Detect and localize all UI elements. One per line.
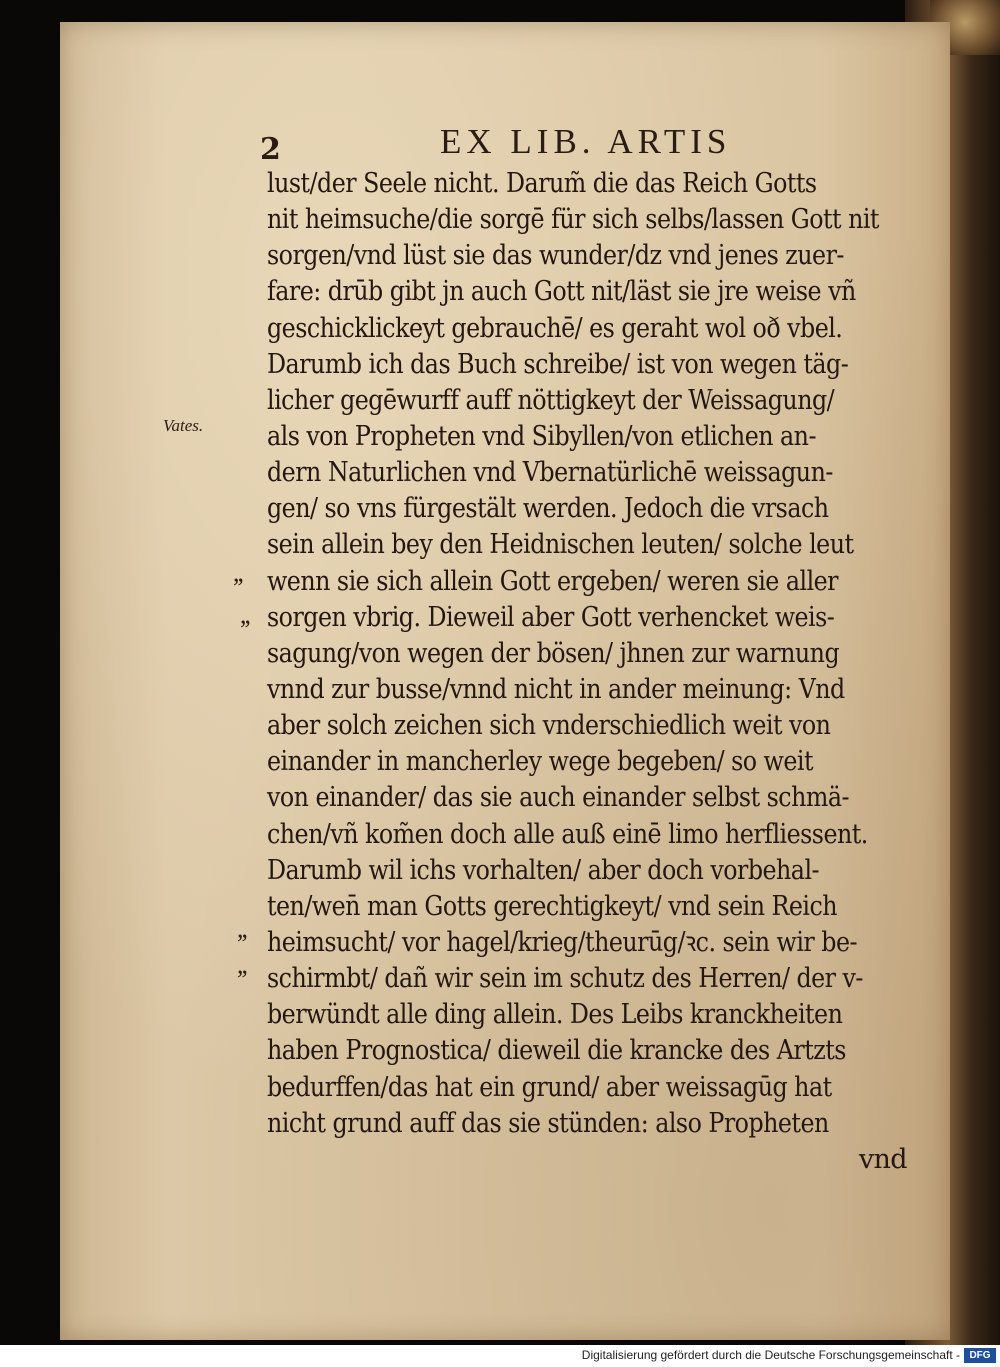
text-line: aber solch zeichen sich vnderschiedlich weit von [267,710,831,742]
text-line: von einander/ das sie auch einander selbst schmä- [267,782,849,814]
text-line: gen/ so vns fürgestält werden. Jedoch die vrsach [267,493,829,525]
catchword: vnd [858,1143,907,1175]
margin-quote-mark: ,, [237,950,246,979]
margin-note: Vates. [163,416,204,435]
text-line: bedurffen/das hat ein grund/ aber weissagūg hat [267,1071,832,1103]
text-line: nit heimsuche/die sorgē für sich selbs/lassen Gott nit [267,204,879,236]
text-line: sorgen vbrig. Dieweil aber Gott verhencket weis- [267,601,835,633]
text-line: chen/vñ kom̃en doch alle auß einē limo herfliessent. [267,818,868,850]
text-line: licher gegēwurff auff nöttigkeyt der Weissagung/ [267,384,835,416]
text-line: ten/wen̄ man Gotts gerechtigkeyt/ vnd sein Reich [267,890,838,922]
text-line: sagung/von wegen der bösen/ jhnen zur warnung [267,637,840,669]
margin-quote-mark: ,, [237,914,246,943]
text-line: einander in mancherley wege begeben/ so weit [267,746,813,778]
body-text [267,166,927,1178]
text-line: sorgen/vnd lüst sie das wunder/dz vnd jenes zuer- [267,240,844,272]
text-line: Darumb wil ichs vorhalten/ aber doch vorbehal- [267,854,820,886]
text-line: berwündt alle ding allein. Des Leibs kranckheiten [267,999,843,1031]
text-line: dern Naturlichen vnd Vbernatürlichē weissagun- [267,457,833,489]
text-line: Darumb ich das Buch schreibe/ ist von wegen täg- [267,348,849,380]
margin-quote-mark: ,, [240,600,249,629]
text-line: geschicklickeyt gebrauchē/ es geraht wol oð vbel. [267,312,843,344]
text-line: nicht grund auff das sie stünden: also Propheten [267,1107,829,1139]
text-line: heimsucht/ vor hagel/krieg/theurūg/ꝛc. sein wir be- [267,926,858,958]
dfg-logo: DFG [964,1348,996,1363]
text-line: sein allein bey den Heidnischen leuten/ solche leut [267,529,854,561]
footer-bar [0,1345,1000,1367]
margin-quote-mark: ,, [233,558,242,587]
footer-credit: Digitalisierung gefördert durch die Deutsche Forschungsgemeinschaft - [581,1348,960,1362]
text-line: wenn sie sich allein Gott ergeben/ weren sie aller [267,565,839,597]
text-line: lust/der Seele nicht. Darum̃ die das Reich Gotts [267,168,817,199]
text-line: vnnd zur busse/vnnd nicht in ander meinung: Vnd [267,673,845,705]
text-line: haben Prognostica/ dieweil die krancke des Artzts [267,1035,846,1067]
text-line: als von Propheten vnd Sibyllen/von etlichen an- [267,420,816,452]
text-line: fare: drūb gibt jn auch Gott nit/läst sie jre weise vñ [267,276,856,308]
running-head: EX LIB. ARTIS [440,122,732,161]
text-line: schirmbt/ dañ wir sein im schutz des Herren/ der v- [267,963,863,995]
page-number: 2 [260,132,281,167]
